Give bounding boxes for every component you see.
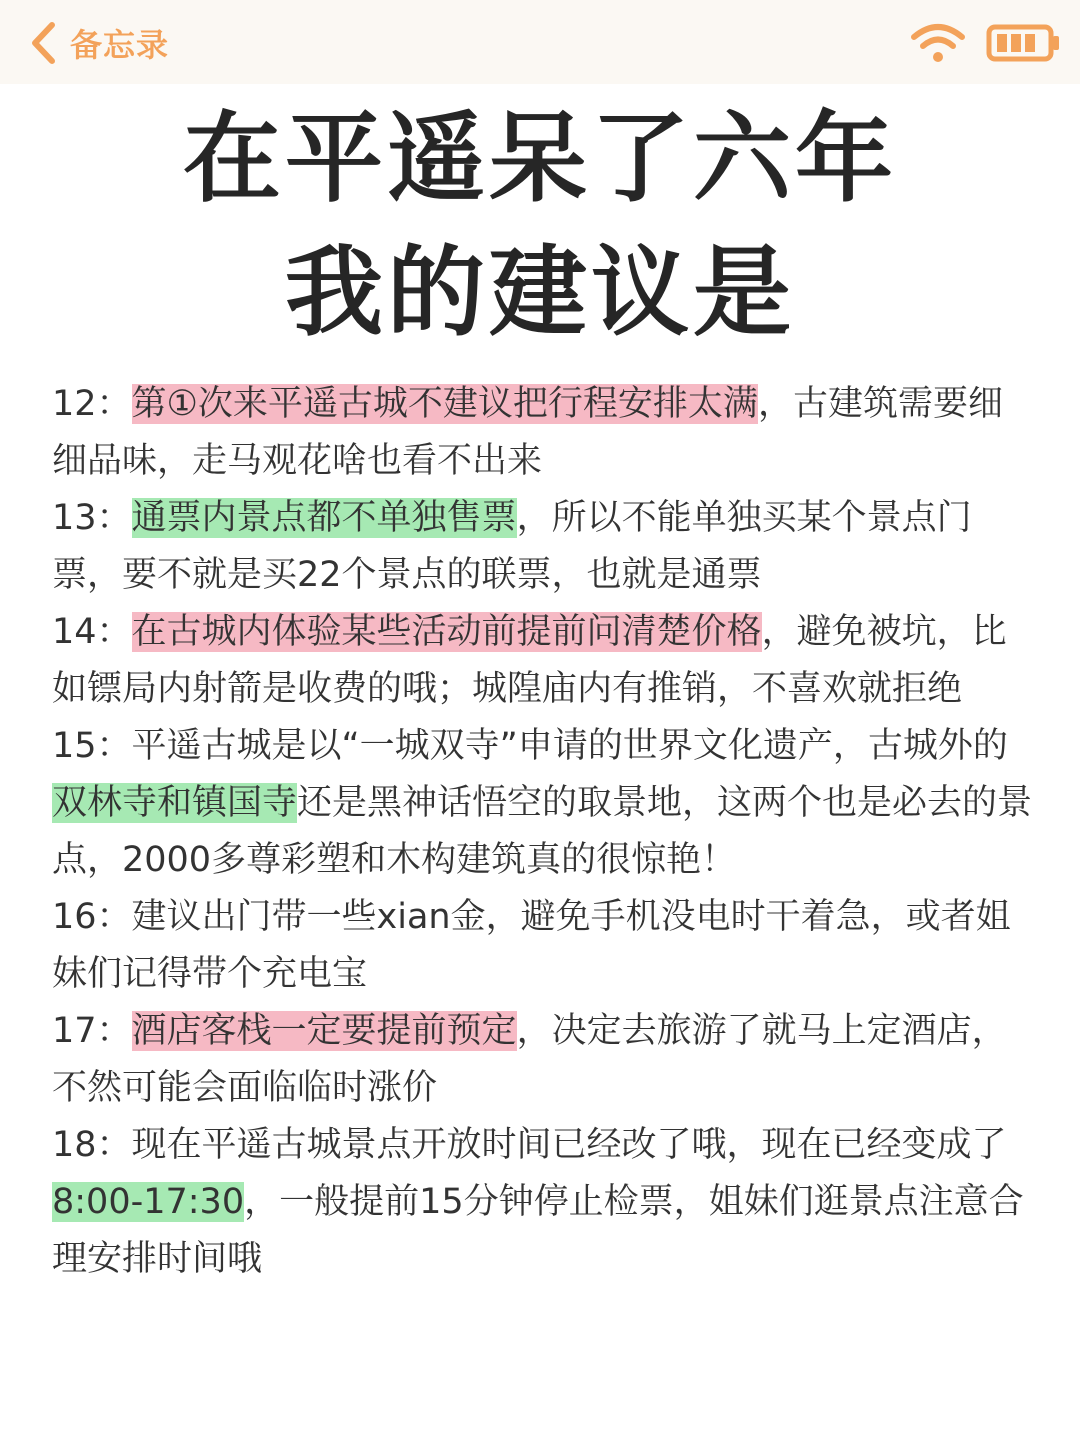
tip-text: ，避免被坑，比如镖局内射箭是收费的哦；城隍庙内有推销，不喜欢就拒绝: [52, 612, 1007, 709]
tip-highlight: 在古城内体验某些活动前提前问清楚价格: [131, 612, 762, 652]
title-line-2: 我的建议是: [284, 236, 795, 350]
tip-text: 建议出门带一些xian金，避免手机没电时干着急，或者姐妹们记得带个充电宝: [52, 897, 1011, 994]
tip-16: [52, 889, 1037, 1003]
tip-text-pre: 现在平遥古城景点开放时间已经改了哦，现在已经变成了: [131, 1125, 1007, 1165]
wifi-icon: [910, 21, 966, 65]
tip-number: 14：: [52, 612, 132, 652]
tip-highlight: 通票内景点都不单独售票: [131, 498, 517, 538]
tip-highlight: 第①次来平遥古城不建议把行程安排太满: [131, 384, 758, 424]
tip-highlight: 酒店客栈一定要提前预定: [131, 1011, 517, 1051]
top-bar: [0, 0, 1080, 84]
chevron-left-icon: [30, 21, 56, 65]
tip-13: [52, 490, 1037, 604]
tip-text: ，一般提前15分钟停止检票，姐妹们逛景点注意合理安排时间哦: [52, 1182, 1024, 1279]
tip-15: [52, 718, 1037, 889]
tip-text: ，古建筑需要细细品味，走马观花啥也看不出来: [52, 384, 1003, 481]
tip-text: 还是黑神话悟空的取景地，这两个也是必去的景点，2000多尊彩塑和木构建筑真的很惊艳！: [52, 783, 1033, 880]
back-label: 备忘录: [70, 26, 170, 64]
note-content: [52, 376, 1037, 1288]
tip-text: ，决定去旅游了就马上定酒店，不然可能会面临临时涨价: [52, 1011, 1007, 1108]
tip-text: ，所以不能单独买某个景点门票，要不就是买22个景点的联票，也就是通票: [52, 498, 972, 595]
tip-14: [52, 604, 1037, 718]
tip-text-pre: 平遥古城是以“一城双寺”申请的世界文化遗产，古城外的: [131, 726, 1008, 766]
tip-12: [52, 376, 1037, 490]
page-title: [0, 92, 1080, 360]
tip-number: 13：: [52, 498, 132, 538]
tip-highlight: 8:00-17:30: [52, 1182, 245, 1222]
title-line-1: 在平遥呆了六年: [182, 102, 897, 216]
tip-number: 12：: [52, 384, 132, 424]
tip-17: [52, 1003, 1037, 1117]
back-button[interactable]: [30, 18, 169, 68]
tip-highlight: 双林寺和镇国寺: [52, 783, 298, 823]
tip-number: 17：: [52, 1011, 132, 1051]
tip-number: 18：: [52, 1125, 132, 1165]
tip-number: 16：: [52, 897, 132, 937]
status-icons: [910, 18, 1062, 68]
tip-18: [52, 1117, 1037, 1288]
tip-number: 15：: [52, 726, 132, 766]
battery-icon: [986, 23, 1062, 63]
